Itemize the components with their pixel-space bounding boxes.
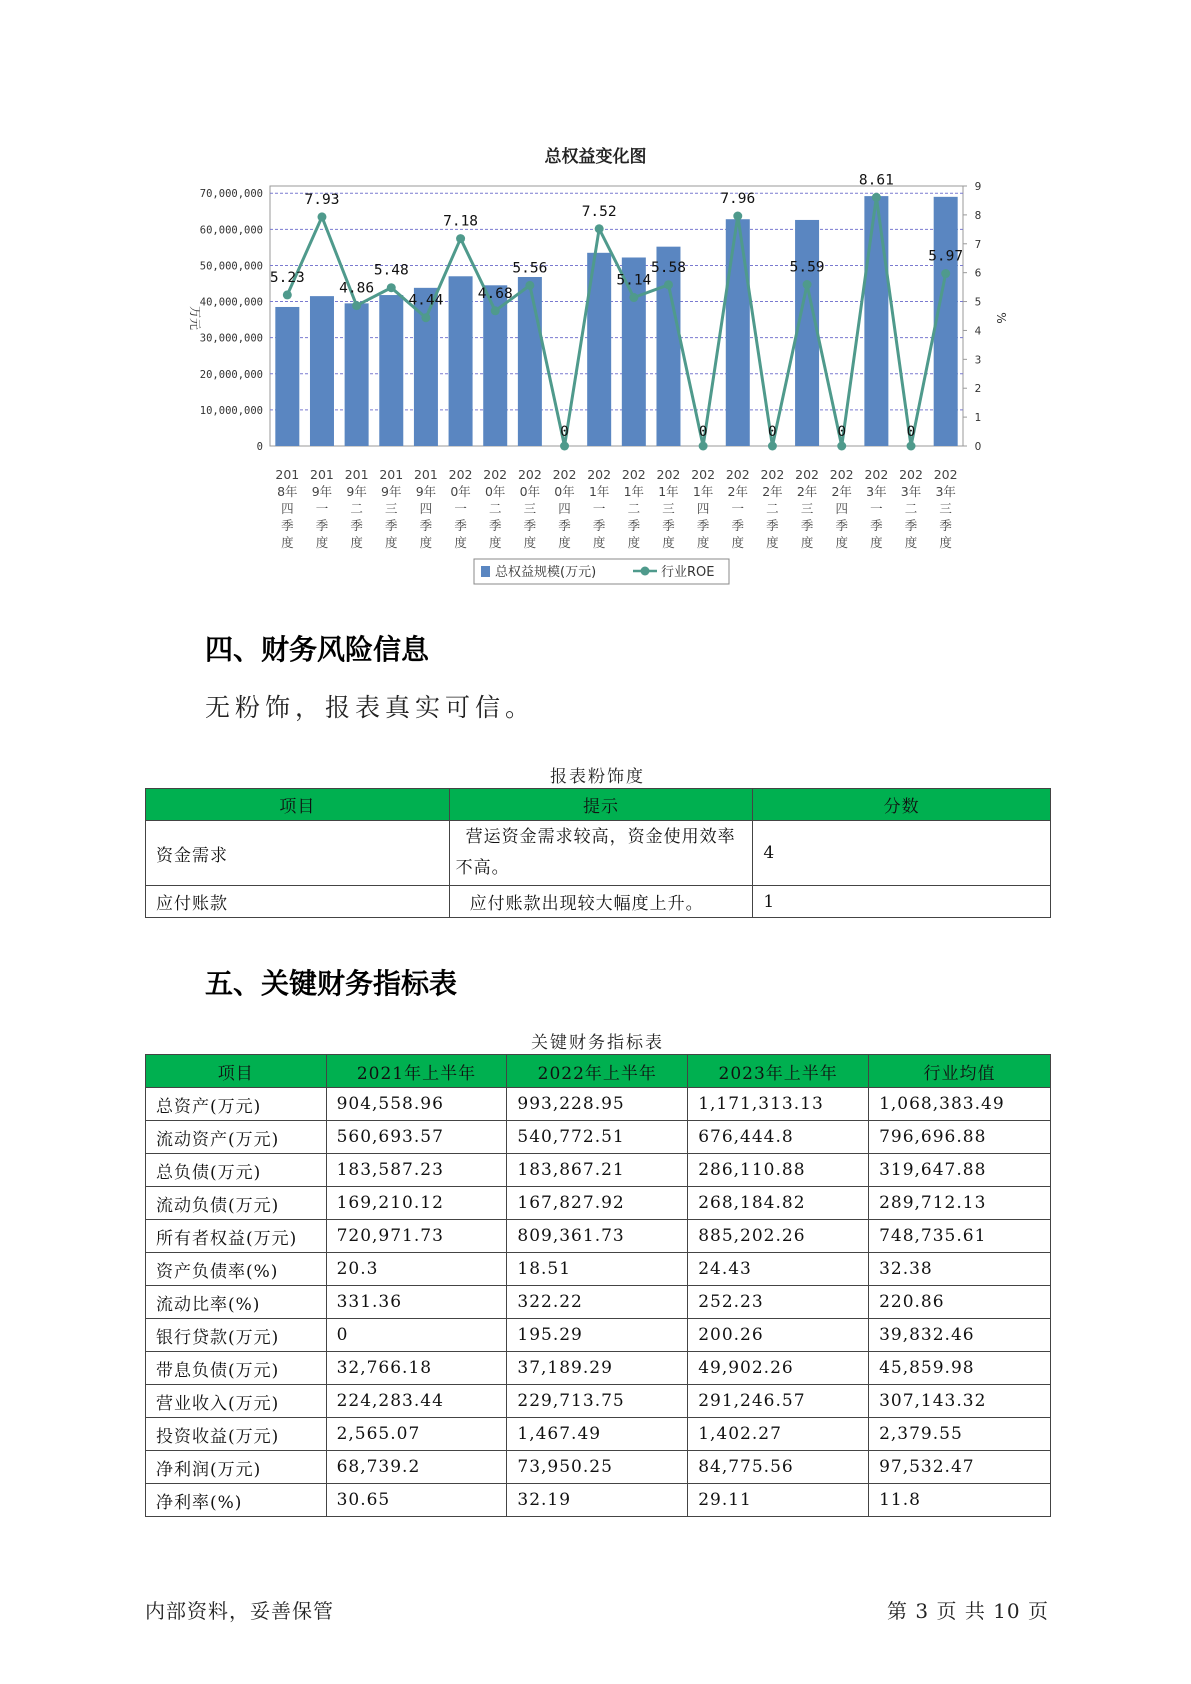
roe-point xyxy=(872,193,881,202)
table-cell: 37,189.29 xyxy=(507,1352,688,1385)
table-header: 2022年上半年 xyxy=(507,1055,688,1088)
table-cell: 24.43 xyxy=(688,1253,869,1286)
x-tick-label: 季 xyxy=(592,518,606,533)
roe-data-label: 8.61 xyxy=(858,172,894,189)
x-tick-label: 一 xyxy=(454,501,467,516)
bar xyxy=(518,277,542,446)
table-row xyxy=(146,886,1051,918)
y2-tick-label: 2 xyxy=(974,383,982,396)
table-cell: 73,950.25 xyxy=(507,1451,688,1484)
x-tick-label: 度 xyxy=(696,535,710,550)
x-tick-label: 一 xyxy=(870,501,883,516)
table-cell: 224,283.44 xyxy=(326,1385,507,1418)
y-tick-label: 60,000,000 xyxy=(199,224,263,237)
table-cell: 97,532.47 xyxy=(869,1451,1051,1484)
table-cell: 796,696.88 xyxy=(869,1121,1051,1154)
x-tick-label: 2年 xyxy=(796,484,818,499)
roe-data-label: 7.93 xyxy=(304,191,340,208)
y2-axis-label: % xyxy=(994,312,1008,324)
table-row xyxy=(146,1352,1051,1385)
footer-page-number: 第 3 页 共 10 页 xyxy=(887,1599,1049,1623)
x-tick-label: 度 xyxy=(662,535,675,550)
table-cell: 39,832.46 xyxy=(869,1319,1051,1352)
x-tick-label: 度 xyxy=(766,535,779,550)
table-cell: 322.22 xyxy=(507,1286,688,1319)
x-tick-label: 202 xyxy=(795,467,820,482)
x-tick-label: 季 xyxy=(315,518,329,533)
table-cell: 带息负债(万元) xyxy=(146,1352,327,1385)
table-cell: 总资产(万元) xyxy=(146,1088,327,1121)
table-header: 分数 xyxy=(753,789,1051,821)
x-tick-label: 季 xyxy=(454,518,467,533)
table-cell: 289,712.13 xyxy=(869,1187,1051,1220)
x-tick-label: 202 xyxy=(864,467,889,482)
x-tick-label: 度 xyxy=(315,535,329,550)
x-tick-label: 1年 xyxy=(692,484,714,499)
table-cell: 应付账款出现较大幅度上升。 xyxy=(449,886,753,918)
x-tick-label: 季 xyxy=(385,518,398,533)
table-caption-key-indicators: 关键财务指标表 xyxy=(531,1033,664,1053)
x-tick-label: 四 xyxy=(281,501,294,516)
x-tick-label: 度 xyxy=(904,535,918,550)
x-tick-label: 202 xyxy=(552,467,577,482)
x-tick-label: 一 xyxy=(731,501,745,516)
table-cell: 167,827.92 xyxy=(507,1187,688,1220)
table-cell: 229,713.75 xyxy=(507,1385,688,1418)
table-cell: 总负债(万元) xyxy=(146,1154,327,1187)
legend-bar-label: 总权益规模(万元) xyxy=(495,565,597,580)
table-cell: 183,587.23 xyxy=(326,1154,507,1187)
table-cell: 286,110.88 xyxy=(688,1154,869,1187)
roe-data-label: 7.52 xyxy=(581,203,617,220)
y2-tick-label: 3 xyxy=(974,354,982,367)
roe-data-label: 0 xyxy=(768,424,777,440)
x-tick-label: 季 xyxy=(870,518,883,533)
table-row xyxy=(146,1154,1051,1187)
table-cell: 32,766.18 xyxy=(326,1352,507,1385)
x-tick-label: 202 xyxy=(517,467,542,482)
table-cell: 0 xyxy=(326,1319,507,1352)
table-row xyxy=(146,1319,1051,1352)
table-cell: 885,202.26 xyxy=(688,1220,869,1253)
legend-line-label: 行业ROE xyxy=(661,565,715,580)
x-tick-label: 四 xyxy=(558,501,571,516)
roe-point xyxy=(699,442,708,451)
table-cell: 220.86 xyxy=(869,1286,1051,1319)
roe-data-label: 0 xyxy=(698,424,708,440)
table-row xyxy=(146,1385,1051,1418)
x-tick-label: 9年 xyxy=(311,484,333,499)
table-cell: 2,565.07 xyxy=(326,1418,507,1451)
y2-tick-label: 7 xyxy=(974,238,982,251)
x-tick-label: 1年 xyxy=(658,484,679,499)
risk-summary-text: 无粉饰，报表真实可信。 xyxy=(205,693,536,722)
roe-data-label: 4.86 xyxy=(339,280,375,297)
x-tick-label: 202 xyxy=(691,467,716,482)
y-tick-label: 50,000,000 xyxy=(199,260,263,273)
x-tick-label: 季 xyxy=(419,518,433,533)
roe-data-label: 4.44 xyxy=(408,292,444,309)
table-cell: 1,171,313.13 xyxy=(688,1088,869,1121)
x-tick-label: 度 xyxy=(592,535,606,550)
roe-data-label: 5.56 xyxy=(512,260,548,277)
roe-data-label: 5.58 xyxy=(651,259,686,276)
x-tick-label: 9年 xyxy=(381,484,402,499)
table-header: 2021年上半年 xyxy=(326,1055,507,1088)
y2-tick-label: 4 xyxy=(974,325,982,338)
table-cell: 18.51 xyxy=(507,1253,688,1286)
x-tick-label: 一 xyxy=(592,501,606,516)
x-tick-label: 度 xyxy=(558,535,571,550)
x-tick-label: 202 xyxy=(899,467,923,482)
x-tick-label: 度 xyxy=(385,535,398,550)
x-tick-label: 2年 xyxy=(727,484,749,499)
x-tick-label: 季 xyxy=(281,518,294,533)
equity-chart xyxy=(0,0,1191,600)
roe-point xyxy=(941,269,950,278)
x-tick-label: 季 xyxy=(800,518,814,533)
bar xyxy=(379,295,403,446)
x-tick-label: 季 xyxy=(939,518,952,533)
x-tick-label: 三 xyxy=(662,501,675,516)
x-tick-label: 季 xyxy=(904,518,918,533)
roe-point xyxy=(525,281,534,290)
roe-point xyxy=(837,442,846,451)
x-tick-label: 度 xyxy=(488,535,502,550)
x-tick-label: 度 xyxy=(835,535,848,550)
footer-confidential-note: 内部资料，妥善保管 xyxy=(145,1599,334,1623)
x-tick-label: 201 xyxy=(413,467,438,482)
roe-data-label: 0 xyxy=(837,424,847,440)
table-row xyxy=(146,1220,1051,1253)
x-tick-label: 0年 xyxy=(554,484,575,499)
table-cell: 2,379.55 xyxy=(869,1418,1051,1451)
x-tick-label: 202 xyxy=(829,467,854,482)
bar xyxy=(310,296,334,446)
x-tick-label: 8年 xyxy=(277,484,298,499)
window-dressing-table xyxy=(145,788,1051,918)
table-cell: 资产负债率(%) xyxy=(146,1253,327,1286)
table-cell: 200.26 xyxy=(688,1319,869,1352)
table-cell: 资金需求 xyxy=(146,821,450,886)
x-tick-label: 202 xyxy=(760,467,785,482)
y2-tick-label: 8 xyxy=(974,209,982,222)
table-cell: 11.8 xyxy=(869,1484,1051,1517)
table-cell: 1 xyxy=(753,886,1051,918)
table-caption-window-dressing: 报表粉饰度 xyxy=(550,767,645,787)
y2-tick-label: 6 xyxy=(974,267,982,280)
y2-tick-label: 0 xyxy=(974,441,982,453)
table-cell: 32.19 xyxy=(507,1484,688,1517)
x-tick-label: 201 xyxy=(379,467,404,482)
table-row xyxy=(146,1088,1051,1121)
x-tick-label: 201 xyxy=(344,467,369,482)
x-tick-label: 202 xyxy=(448,467,473,482)
x-tick-label: 9年 xyxy=(415,484,437,499)
x-tick-label: 二 xyxy=(488,501,502,516)
x-tick-label: 2年 xyxy=(831,484,852,499)
x-tick-label: 度 xyxy=(419,535,433,550)
x-tick-label: 季 xyxy=(488,518,502,533)
x-tick-label: 度 xyxy=(281,535,294,550)
x-tick-label: 202 xyxy=(587,467,612,482)
x-tick-label: 四 xyxy=(419,501,433,516)
x-tick-label: 二 xyxy=(904,501,918,516)
x-tick-label: 3年 xyxy=(866,484,887,499)
y-tick-label: 70,000,000 xyxy=(199,188,263,201)
x-tick-label: 度 xyxy=(350,535,363,550)
table-header: 行业均值 xyxy=(869,1055,1051,1088)
table-row xyxy=(146,1451,1051,1484)
table-cell: 720,971.73 xyxy=(326,1220,507,1253)
roe-point xyxy=(491,306,500,315)
x-tick-label: 季 xyxy=(523,518,537,533)
table-header: 提示 xyxy=(449,789,753,821)
table-cell: 29.11 xyxy=(688,1484,869,1517)
x-tick-label: 0年 xyxy=(450,484,471,499)
table-cell: 4 xyxy=(753,821,1051,886)
x-tick-label: 度 xyxy=(870,535,883,550)
table-cell: 540,772.51 xyxy=(507,1121,688,1154)
x-tick-label: 一 xyxy=(315,501,329,516)
roe-data-label: 0 xyxy=(906,424,916,440)
table-header: 2023年上半年 xyxy=(688,1055,869,1088)
key-indicators-table xyxy=(145,1054,1051,1517)
x-tick-label: 三 xyxy=(523,501,537,516)
roe-point xyxy=(456,234,465,243)
y2-tick-label: 5 xyxy=(974,296,982,309)
x-tick-label: 三 xyxy=(385,501,398,516)
roe-data-label: 7.96 xyxy=(720,191,756,208)
roe-data-label: 5.23 xyxy=(269,269,305,286)
table-cell: 所有者权益(万元) xyxy=(146,1220,327,1253)
table-cell: 营运资金需求较高，资金使用效率不高。 xyxy=(449,821,753,886)
x-tick-label: 2年 xyxy=(762,484,783,499)
bar xyxy=(345,303,369,446)
x-tick-label: 0年 xyxy=(484,484,506,499)
bar xyxy=(449,276,473,446)
table-cell: 净利润(万元) xyxy=(146,1451,327,1484)
table-row xyxy=(146,1187,1051,1220)
table-cell: 流动比率(%) xyxy=(146,1286,327,1319)
x-tick-label: 三 xyxy=(800,501,814,516)
x-tick-label: 1年 xyxy=(588,484,610,499)
roe-data-label: 5.59 xyxy=(789,259,825,276)
x-tick-label: 201 xyxy=(310,467,334,482)
bar xyxy=(726,219,750,446)
roe-data-label: 4.68 xyxy=(477,285,513,302)
roe-data-label: 5.97 xyxy=(928,248,964,265)
x-tick-label: 季 xyxy=(766,518,779,533)
y2-tick-label: 9 xyxy=(974,181,982,193)
x-tick-label: 202 xyxy=(483,467,508,482)
x-tick-label: 季 xyxy=(558,518,571,533)
roe-point xyxy=(595,224,604,233)
table-cell: 331.36 xyxy=(326,1286,507,1319)
table-cell: 流动负债(万元) xyxy=(146,1187,327,1220)
bar xyxy=(656,247,680,446)
table-row xyxy=(146,1484,1051,1517)
table-cell: 30.65 xyxy=(326,1484,507,1517)
table-cell: 银行贷款(万元) xyxy=(146,1319,327,1352)
y2-tick-label: 1 xyxy=(974,412,982,425)
table-cell: 投资收益(万元) xyxy=(146,1418,327,1451)
x-tick-label: 202 xyxy=(933,467,958,482)
section-heading-key-indicators: 五、关键财务指标表 xyxy=(205,967,458,1000)
table-cell: 1,467.49 xyxy=(507,1418,688,1451)
y-tick-label: 0 xyxy=(256,441,263,453)
section-heading-risk: 四、财务风险信息 xyxy=(205,633,430,666)
roe-point xyxy=(803,280,812,289)
table-cell: 993,228.95 xyxy=(507,1088,688,1121)
x-tick-label: 3年 xyxy=(900,484,922,499)
legend-line-marker xyxy=(641,567,650,576)
x-tick-label: 度 xyxy=(454,535,467,550)
table-cell: 流动资产(万元) xyxy=(146,1121,327,1154)
table-cell: 904,558.96 xyxy=(326,1088,507,1121)
roe-point xyxy=(387,283,396,292)
table-cell: 748,735.61 xyxy=(869,1220,1051,1253)
roe-point xyxy=(907,442,916,451)
table-cell: 20.3 xyxy=(326,1253,507,1286)
x-tick-label: 季 xyxy=(835,518,848,533)
table-cell: 45,859.98 xyxy=(869,1352,1051,1385)
x-tick-label: 9年 xyxy=(346,484,367,499)
table-cell: 676,444.8 xyxy=(688,1121,869,1154)
x-tick-label: 季 xyxy=(350,518,363,533)
legend-bar-swatch xyxy=(481,566,490,577)
roe-point xyxy=(352,301,361,310)
table-cell: 营业收入(万元) xyxy=(146,1385,327,1418)
table-row xyxy=(146,1418,1051,1451)
table-cell: 560,693.57 xyxy=(326,1121,507,1154)
roe-point xyxy=(629,293,638,302)
x-tick-label: 二 xyxy=(350,501,363,516)
x-tick-label: 201 xyxy=(275,467,300,482)
roe-point xyxy=(733,212,742,221)
table-cell: 291,246.57 xyxy=(688,1385,869,1418)
table-cell: 183,867.21 xyxy=(507,1154,688,1187)
table-cell: 195.29 xyxy=(507,1319,688,1352)
y-axis-label: 万元 xyxy=(188,305,202,331)
table-cell: 809,361.73 xyxy=(507,1220,688,1253)
table-row xyxy=(146,1253,1051,1286)
roe-point xyxy=(664,280,673,289)
roe-point xyxy=(283,290,292,299)
table-cell: 268,184.82 xyxy=(688,1187,869,1220)
y-tick-label: 30,000,000 xyxy=(199,332,263,345)
table-cell: 319,647.88 xyxy=(869,1154,1051,1187)
x-tick-label: 二 xyxy=(627,501,641,516)
bar xyxy=(795,220,819,446)
x-tick-label: 3年 xyxy=(935,484,956,499)
x-tick-label: 季 xyxy=(696,518,710,533)
table-cell: 1,402.27 xyxy=(688,1418,869,1451)
table-cell: 169,210.12 xyxy=(326,1187,507,1220)
x-tick-label: 度 xyxy=(939,535,952,550)
roe-point xyxy=(768,442,777,451)
x-tick-label: 度 xyxy=(731,535,745,550)
x-tick-label: 202 xyxy=(656,467,681,482)
x-tick-label: 四 xyxy=(835,501,848,516)
x-tick-label: 度 xyxy=(627,535,641,550)
x-tick-label: 季 xyxy=(627,518,641,533)
table-row xyxy=(146,1121,1051,1154)
x-tick-label: 二 xyxy=(766,501,779,516)
y-tick-label: 40,000,000 xyxy=(199,296,263,309)
x-tick-label: 202 xyxy=(621,467,646,482)
table-cell: 68,739.2 xyxy=(326,1451,507,1484)
table-cell: 1,068,383.49 xyxy=(869,1088,1051,1121)
roe-data-label: 0 xyxy=(560,424,569,440)
table-cell: 49,902.26 xyxy=(688,1352,869,1385)
x-tick-label: 季 xyxy=(731,518,745,533)
roe-point xyxy=(317,212,326,221)
bar xyxy=(864,196,888,446)
chart-title: 总权益变化图 xyxy=(544,147,647,167)
table-cell: 净利率(%) xyxy=(146,1484,327,1517)
x-tick-label: 季 xyxy=(662,518,675,533)
y-tick-label: 20,000,000 xyxy=(199,368,263,381)
table-cell: 252.23 xyxy=(688,1286,869,1319)
roe-data-label: 5.14 xyxy=(616,272,652,289)
table-cell: 307,143.32 xyxy=(869,1385,1051,1418)
table-header: 项目 xyxy=(146,789,450,821)
table-cell: 84,775.56 xyxy=(688,1451,869,1484)
roe-data-label: 5.48 xyxy=(373,262,409,279)
bar xyxy=(275,307,299,446)
roe-data-label: 7.18 xyxy=(443,213,479,230)
table-row xyxy=(146,1286,1051,1319)
x-tick-label: 202 xyxy=(725,467,750,482)
table-row xyxy=(146,821,1051,886)
x-tick-label: 度 xyxy=(523,535,537,550)
table-header: 项目 xyxy=(146,1055,327,1088)
table-cell: 应付账款 xyxy=(146,886,450,918)
x-tick-label: 三 xyxy=(939,501,952,516)
x-tick-label: 1年 xyxy=(623,484,645,499)
roe-point xyxy=(560,442,569,451)
table-cell: 32.38 xyxy=(869,1253,1051,1286)
x-tick-label: 0年 xyxy=(519,484,541,499)
x-tick-label: 四 xyxy=(696,501,710,516)
x-tick-label: 度 xyxy=(800,535,814,550)
y-tick-label: 10,000,000 xyxy=(199,404,263,417)
roe-point xyxy=(421,313,430,322)
